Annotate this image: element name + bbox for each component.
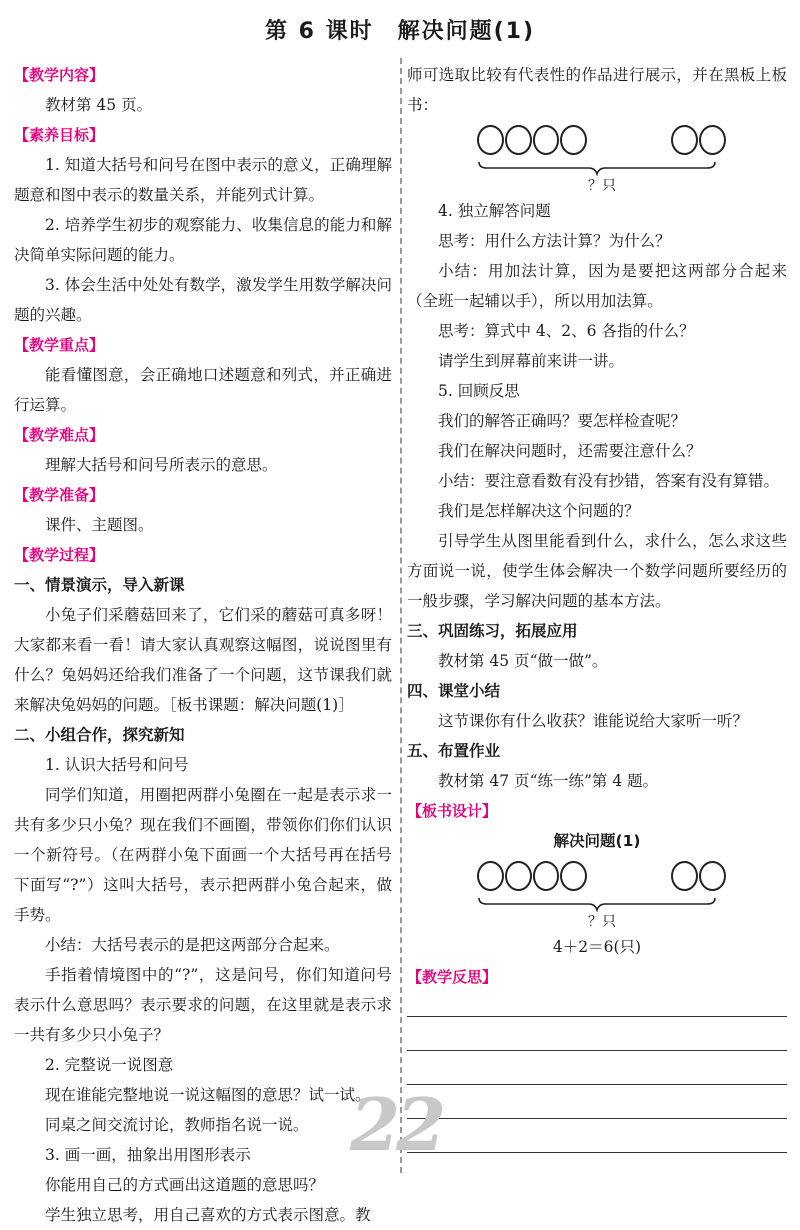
section-heading: 四、课堂小结 [407,682,501,700]
circle-icon [699,125,726,155]
prep-tag: 【教学准备】 [14,486,105,504]
board-tag: 【板书设计】 [407,802,498,820]
paragraph: 小结：大括号表示的是把这两部分合起来。 [45,936,340,954]
paragraph: 手指着情境图中的“?”，这是问号，你们知道问号表示什么意思吗？表示要求的问题，在这里就是表示求一共有多少只小兔子？ [14,966,392,1044]
board-label: ？只 [588,914,616,930]
left-column [14,60,392,1230]
writing-line [407,1050,787,1051]
goal-item: 2. 培养学生初步的观察能力、收集信息的能力和解决简单实际问题的能力。 [14,216,392,264]
goal-item: 1. 知道大括号和问号在图中表示的意义，正确理解题意和图中表示的数量关系，并能列式计算。 [14,156,392,204]
circle-icon [560,861,587,891]
writing-line [407,1118,787,1119]
prep-text: 课件、主题图。 [45,516,154,534]
section-heading: 三、巩固练习，拓展应用 [407,622,578,640]
circle-icon [671,125,698,155]
paragraph: 我们是怎样解决这个问题的？ [438,502,640,520]
paragraph: 现在谁能完整地说一说这幅图的意思？试一试。 [45,1086,371,1104]
paragraph: 请学生到屏幕前来讲一讲。 [438,352,625,370]
diagram-label: ？只 [588,178,616,194]
section-heading: 二、小组合作，探究新知 [14,726,185,744]
circle-icon [699,861,726,891]
paragraph: 小兔子们采蘑菇回来了，它们采的蘑菇可真多呀！大家都来看一看！请大家认真观察这幅图，说说图里有什么？兔妈妈还给我们准备了一个问题，这节课我们就来解决兔妈妈的问题。［板书课题：解决问题(1)］ [14,606,392,714]
difficult-tag: 【教学难点】 [14,426,105,444]
brace-icon [477,896,717,912]
paragraph: 同学们知道，用圈把两群小兔圈在一起是表示求一共有多少只小兔？现在我们不画圈，带领你们你们认识一个新符号。（在两群小兔下面画一个大括号再在括号下面写“?”）这叫大括号，表示把两群小兔合起来，做手势。 [14,786,392,924]
circle-icon [671,861,698,891]
brace-diagram [477,120,727,196]
content-tag: 【教学内容】 [14,66,105,84]
paragraph: 小结：要注意看数有没有抄错，答案有没有算错。 [438,472,780,490]
paragraph: 学生独立思考，用自己喜欢的方式表示图意。教 [45,1206,371,1224]
section-heading: 一、情景演示，导入新课 [14,576,185,594]
paragraph: 教材第 47 页“练一练”第 4 题。 [438,772,659,790]
circle-icon [477,861,504,891]
paragraph: 5. 回顾反思 [438,382,520,400]
page-title: 第 6 课时 解决问题(1) [264,19,536,44]
section-heading: 五、布置作业 [407,742,501,760]
board-formula: 4＋2＝6(只) [552,938,642,956]
reflect-tag: 【教学反思】 [407,968,498,986]
circle-icon [505,125,532,155]
paragraph: 4. 独立解答问题 [438,202,551,220]
writing-line [407,1152,787,1153]
goal-item: 3. 体会生活中处处有数学，激发学生用数学解决问题的兴趣。 [14,276,392,324]
circle-icon [477,125,504,155]
key-text: 能看懂图意，会正确地口述题意和列式，并正确进行运算。 [14,366,392,414]
paragraph: 师可选取比较有代表性的作品进行展示，并在黑板上板书： [407,66,787,114]
paragraph: 思考：算式中 4、2、6 各指的什么？ [438,322,695,340]
paragraph: 你能用自己的方式画出这道题的意思吗？ [45,1176,325,1194]
paragraph: 我们的解答正确吗？要怎样检查呢？ [438,412,687,430]
circle-icon [505,861,532,891]
process-tag: 【教学过程】 [14,546,105,564]
paragraph: 教材第 45 页“做一做”。 [438,652,608,670]
paragraph: 3. 画一画，抽象出用图形表示 [45,1146,251,1164]
writing-line [407,1016,787,1017]
difficult-text: 理解大括号和问号所表示的意思。 [45,456,278,474]
right-column [407,60,787,1186]
content-text: 教材第 45 页。 [45,96,153,114]
page-number: 22 [350,1082,443,1167]
paragraph: 小结：用加法计算，因为是要把这两部分合起来（全班一起辅以手），所以用加法算。 [407,262,787,310]
writing-line [407,1084,787,1085]
board-title: 解决问题(1) [553,832,641,850]
paragraph: 2. 完整说一说图意 [45,1056,174,1074]
goals-tag: 【素养目标】 [14,126,105,144]
paragraph: 同桌之间交流讨论，教师指名说一说。 [45,1116,309,1134]
paragraph: 思考：用什么方法计算？为什么？ [438,232,671,250]
paragraph: 引导学生从图里能看到什么，求什么，怎么求这些方面说一说，使学生体会解决一个数学问题所要经历的一般步骤，学习解决问题的基本方法。 [407,532,787,610]
circle-icon [533,125,560,155]
circle-icon [533,861,560,891]
board-diagram [477,856,727,932]
key-tag: 【教学重点】 [14,336,105,354]
paragraph: 这节课你有什么收获？谁能说给大家听一听？ [438,712,749,730]
column-divider [400,58,402,1173]
paragraph: 1. 认识大括号和问号 [45,756,189,774]
paragraph: 我们在解决问题时，还需要注意什么？ [438,442,702,460]
brace-icon [477,160,717,176]
circle-icon [560,125,587,155]
